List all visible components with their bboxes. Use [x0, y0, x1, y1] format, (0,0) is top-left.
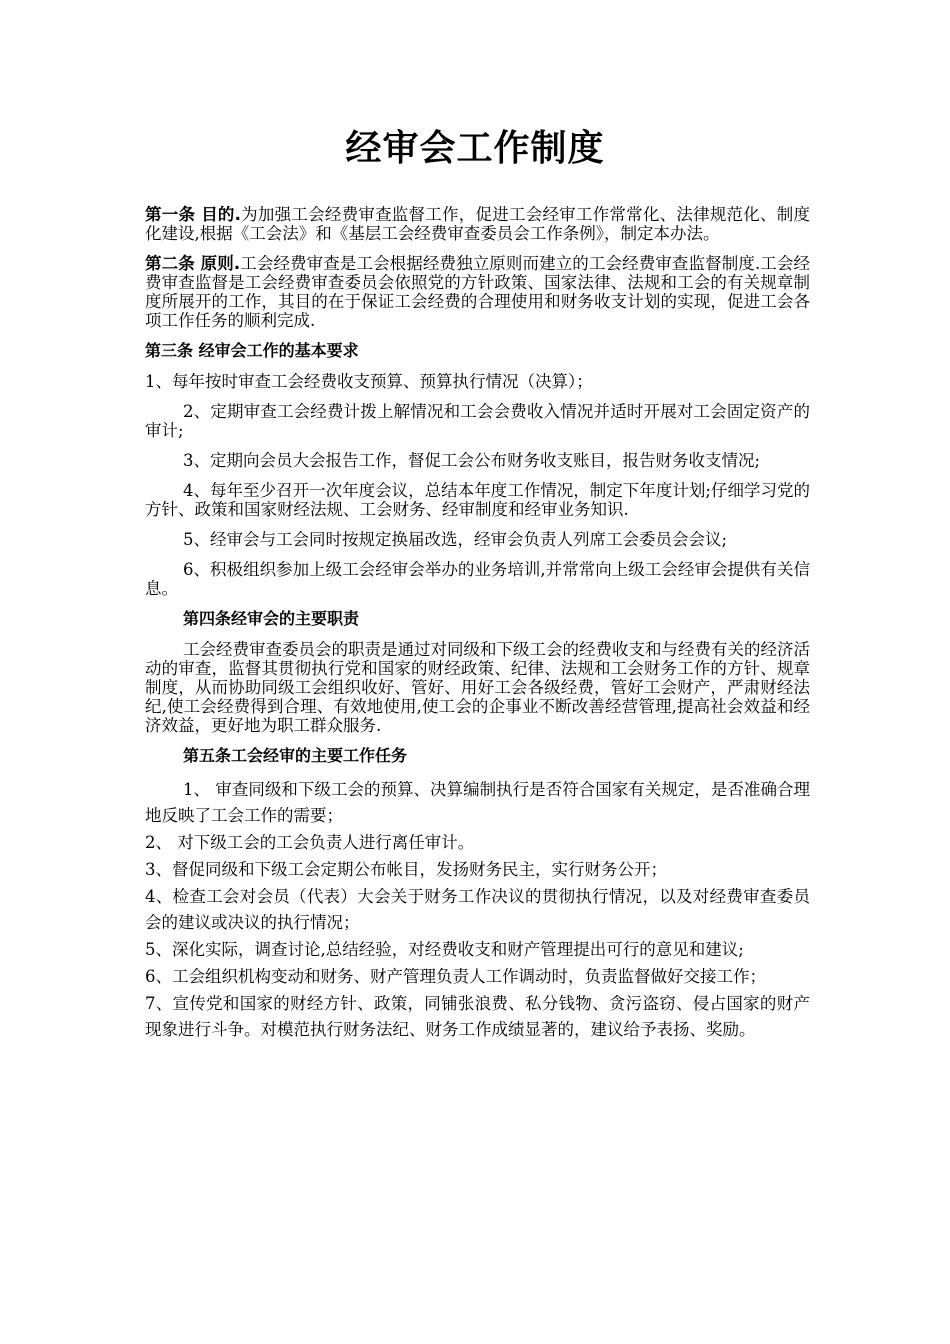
article-3-item: 4、每年至少召开一次年度会议，总结本年度工作情况，制定下年度计划;仔细学习党的方针、政策和国家财经法规、工会财务、经审制度和经审业务知识.: [145, 481, 810, 519]
article-5-item: 6、工会组织机构变动和财务、财产管理负责人工作调动时，负责监督做好交接工作；: [145, 967, 766, 986]
article-4-text: 工会经费审查委员会的职责是通过对同级和下级工会的经费收支和与经费有关的经济活动的审查，监督其贯彻执行党和国家的财经政策、纪律、法规和工会财务工作的方针、规章制度，从而协助同级工会组织收好、管好、用好工会各级经费，管好工会财产，严肃财经法纪,使工会经费得到合理、有效地使用,使工会的企事业不断改善经营管理,提高社会效益和经济效益，更好地为职工群众服务.: [145, 640, 810, 735]
article-3-item: 2、定期审查工会经费计拨上解情况和工会会费收入情况并适时开展对工会固定资产的审计;: [145, 402, 810, 440]
document-body: [145, 205, 810, 1044]
article-2: [145, 254, 810, 330]
article-1-text: 为加强工会经费审查监督工作，促进工会经审工作常常化、法律规范化、制度化建设,根据《工会法》和《基层工会经费审查委员会工作条例》，制定本办法。: [145, 205, 810, 243]
article-5-heading: 第五条工会经审的主要工作任务: [183, 746, 408, 765]
article-5-item: 5、深化实际，调查讨论,总结经验，对经费收支和财产管理提出可行的意见和建议;: [145, 940, 744, 959]
page-title: 经审会工作制度: [345, 128, 605, 169]
article-3-item: 5、经审会与工会同时按规定换届改选，经审会负责人列席工会委员会会议;: [183, 530, 728, 549]
article-5-item: 7、宣传党和国家的财经方针、政策，同铺张浪费、私分钱物、贪污盗窃、侵占国家的财产现象进行斗争。对模范执行财务法纪、财务工作成绩显著的，建议给予表扬、奖励。: [145, 994, 810, 1039]
article-4-heading: 第四条经审会的主要职责: [183, 609, 360, 628]
article-1-label: 第一条 目的.: [145, 205, 241, 224]
article-5-item: 1、 审查同级和下级工会的预算、决算编制执行是否符合国家有关规定，是否准确合理地反映了工会工作的需要；: [145, 780, 810, 825]
article-5-item: 4、检查工会对会员（代表）大会关于财务工作决议的贯彻执行情况，以及对经费审查委员会的建议或决议的执行情况；: [145, 887, 810, 932]
article-1: [145, 205, 810, 243]
article-5-item: 3、督促同级和下级工会定期公布帐目，发扬财务民主，实行财务公开；: [145, 860, 667, 879]
article-2-text: 工会经费审查是工会根据经费独立原则而建立的工会经费审查监督制度.工会经费审查监督是工会经费审查委员会依照党的方针政策、国家法律、法规和工会的有关规章制度所展开的工作，其目的在于保证工会经费的合理使用和财务收支计划的实现，促进工会各项工作任务的顺利完成.: [145, 254, 811, 330]
article-3-item: 1、每年按时审查工会经费收支预算、预算执行情况（决算）；: [145, 372, 593, 391]
article-3-item: 6、积极组织参加上级工会经审会举办的业务培训,并常常向上级工会经审会提供有关信息。: [145, 560, 810, 598]
article-3-heading: 第三条 经审会工作的基本要求: [145, 341, 359, 360]
article-2-label: 第二条 原则.: [145, 254, 241, 273]
article-5-item: 2、 对下级工会的工会负责人进行离任审计。: [145, 833, 475, 852]
article-3-item: 3、定期向会员大会报告工作，督促工会公布财务收支账目，报告财务收支情况;: [183, 451, 761, 470]
